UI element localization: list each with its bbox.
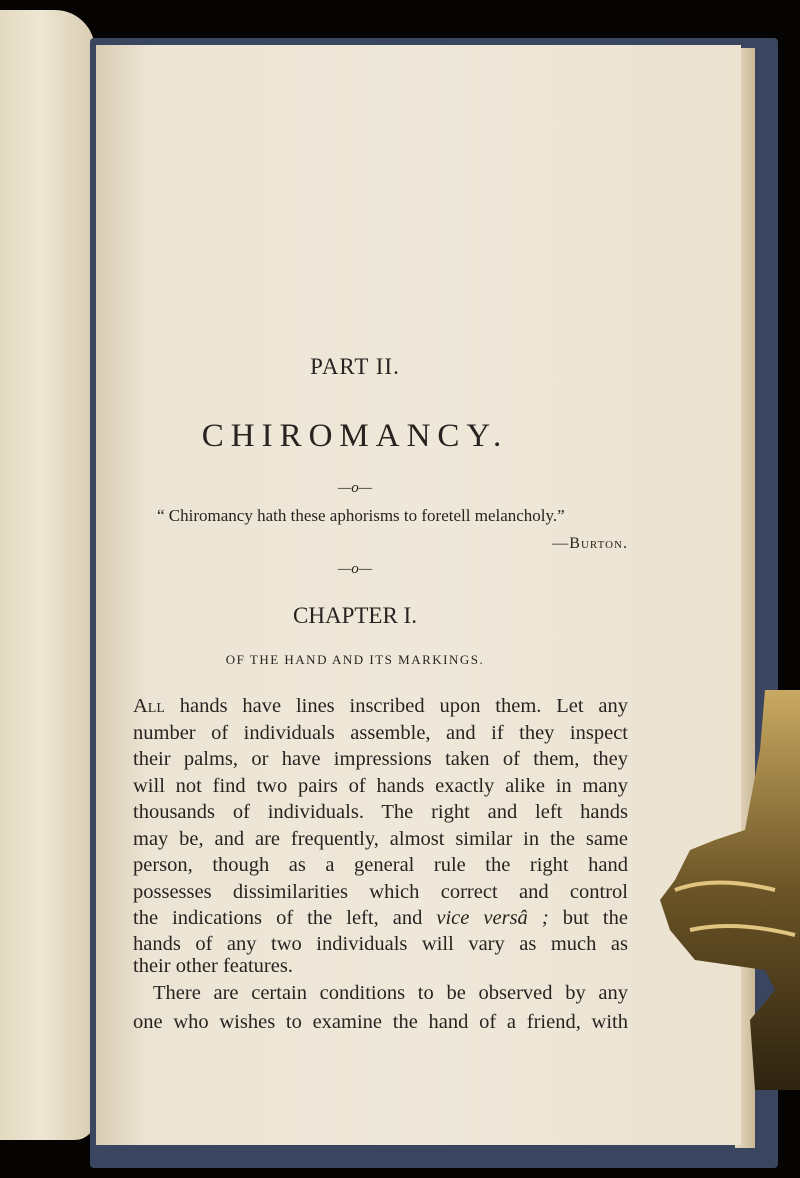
- body-line: All hands have lines inscribed upon them. Let any: [133, 695, 628, 717]
- chapter-subtitle: OF THE HAND AND ITS MARKINGS.: [225, 652, 485, 667]
- ornament-divider: —o—: [337, 561, 373, 577]
- ornament-divider: —o—: [337, 480, 373, 496]
- brass-page-holder: [655, 690, 800, 1090]
- body-line: thousands of individuals. The right and left hands: [133, 801, 628, 823]
- body-line: possesses dissimilarities which correct and control: [133, 881, 628, 903]
- title-heading: CHIROMANCY.: [201, 418, 509, 454]
- body-line: one who wishes to examine the hand of a friend, with: [133, 1011, 628, 1033]
- body-line: There are certain conditions to be observed by any: [153, 982, 628, 1004]
- right-page: [96, 45, 741, 1145]
- epigraph-attribution: —Burton.: [552, 535, 628, 552]
- body-line: number of individuals assemble, and if they inspect: [133, 722, 628, 744]
- body-line: person, though as a general rule the right hand: [133, 854, 628, 876]
- part-heading: PART II.: [310, 354, 400, 379]
- body-line: their other features.: [133, 955, 293, 977]
- body-line: the indications of the left, and vice versâ ; but the: [133, 907, 628, 929]
- body-line: hands of any two individuals will vary as much as: [133, 933, 628, 955]
- body-line: will not find two pairs of hands exactly alike in many: [133, 775, 628, 797]
- chapter-heading: CHAPTER I.: [293, 603, 417, 628]
- body-line: their palms, or have impressions taken of them, they: [133, 748, 628, 770]
- epigraph: “ Chiromancy hath these aphorisms to foretell melancholy.”: [157, 506, 565, 525]
- body-line: may be, and are frequently, almost similar in the same: [133, 828, 628, 850]
